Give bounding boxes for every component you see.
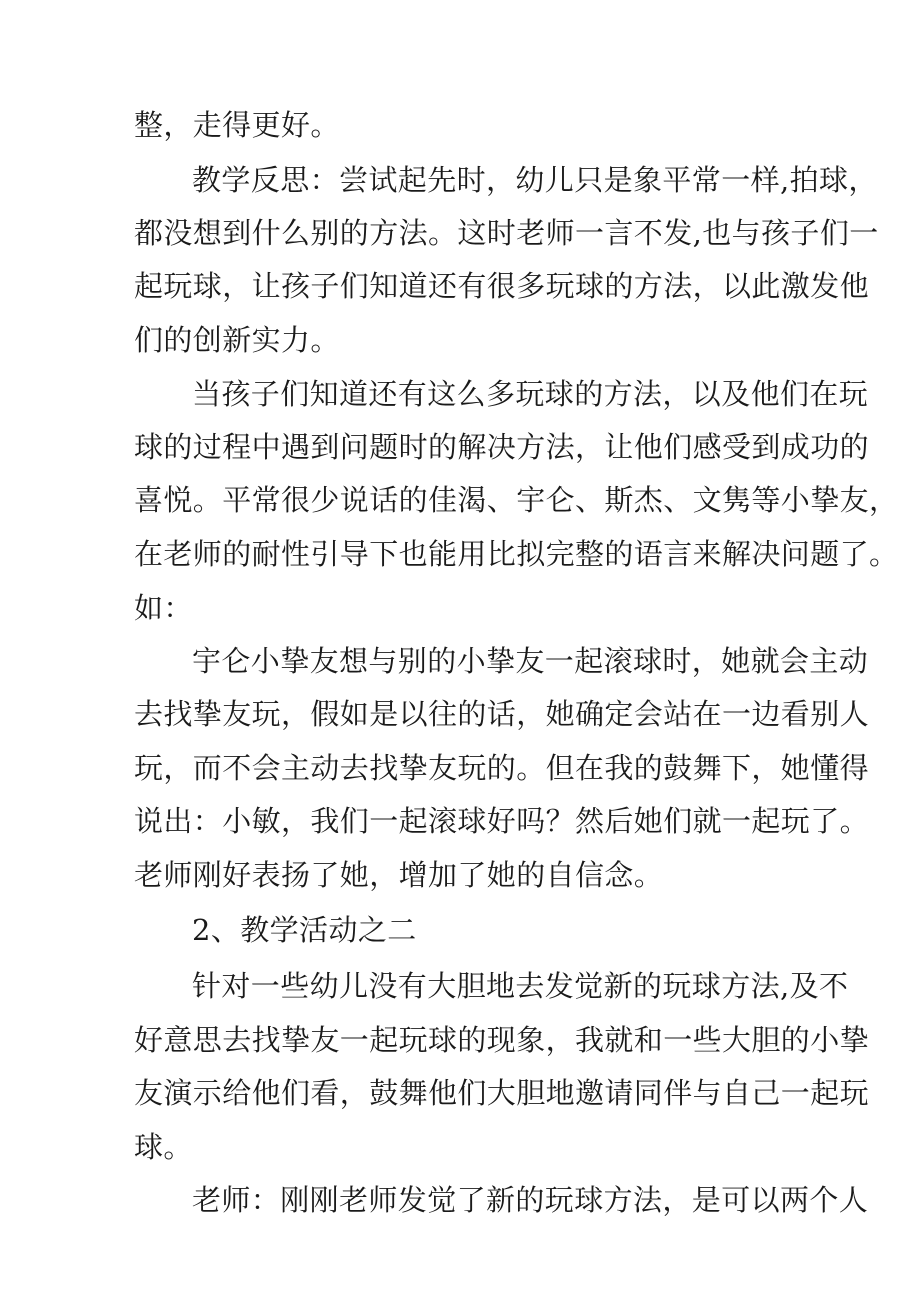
text-line: 去找挚友玩，假如是以往的话，她确定会站在一边看别人 — [134, 697, 870, 731]
text-line: 友演示给他们看，鼓舞他们大胆地邀请同伴与自己一起玩 — [134, 1076, 870, 1110]
text-line: 说出：小敏，我们一起滚球好吗？然后她们就一起玩了。 — [134, 804, 870, 838]
text-line: 玩，而不会主动去找挚友玩的。但在我的鼓舞下，她懂得 — [134, 751, 870, 785]
text-line: 们的创新实力。 — [134, 323, 340, 357]
text-line: 喜悦。平常很少说话的佳渴、宇仑、斯杰、文隽等小挚友， — [134, 483, 899, 517]
text-line: 都没想到什么别的方法。这时老师一言不发,也与孩子们一 — [134, 216, 879, 250]
text-line: 宇仑小挚友想与别的小挚友一起滚球时，她就会主动 — [192, 644, 869, 678]
text-line: 教学反思：尝试起先时，幼儿只是象平常一样,拍球， — [192, 163, 878, 197]
text-line: 当孩子们知道还有这么多玩球的方法，以及他们在玩 — [192, 377, 869, 411]
text-line: 老师：刚刚老师发觉了新的玩球方法，是可以两个人 — [192, 1183, 869, 1217]
text-line: 球的过程中遇到问题时的解决方法，让他们感受到成功的 — [134, 430, 870, 464]
text-line: 整，走得更好。 — [134, 108, 340, 142]
text-line: 如： — [134, 591, 193, 625]
text-line: 针对一些幼儿没有大胆地去发觉新的玩球方法,及不 — [192, 969, 849, 1003]
text-line: 好意思去找挚友一起玩球的现象，我就和一些大胆的小挚 — [134, 1023, 870, 1057]
text-line: 球。 — [134, 1130, 193, 1164]
text-line: 在老师的耐性引导下也能用比拟完整的语言来解决问题了。 — [134, 537, 899, 571]
text-line: 起玩球，让孩子们知道还有很多玩球的方法，以此激发他 — [134, 269, 870, 303]
section-heading: 2、教学活动之二 — [192, 913, 417, 947]
text-line: 老师刚好表扬了她，增加了她的自信念。 — [134, 858, 664, 892]
